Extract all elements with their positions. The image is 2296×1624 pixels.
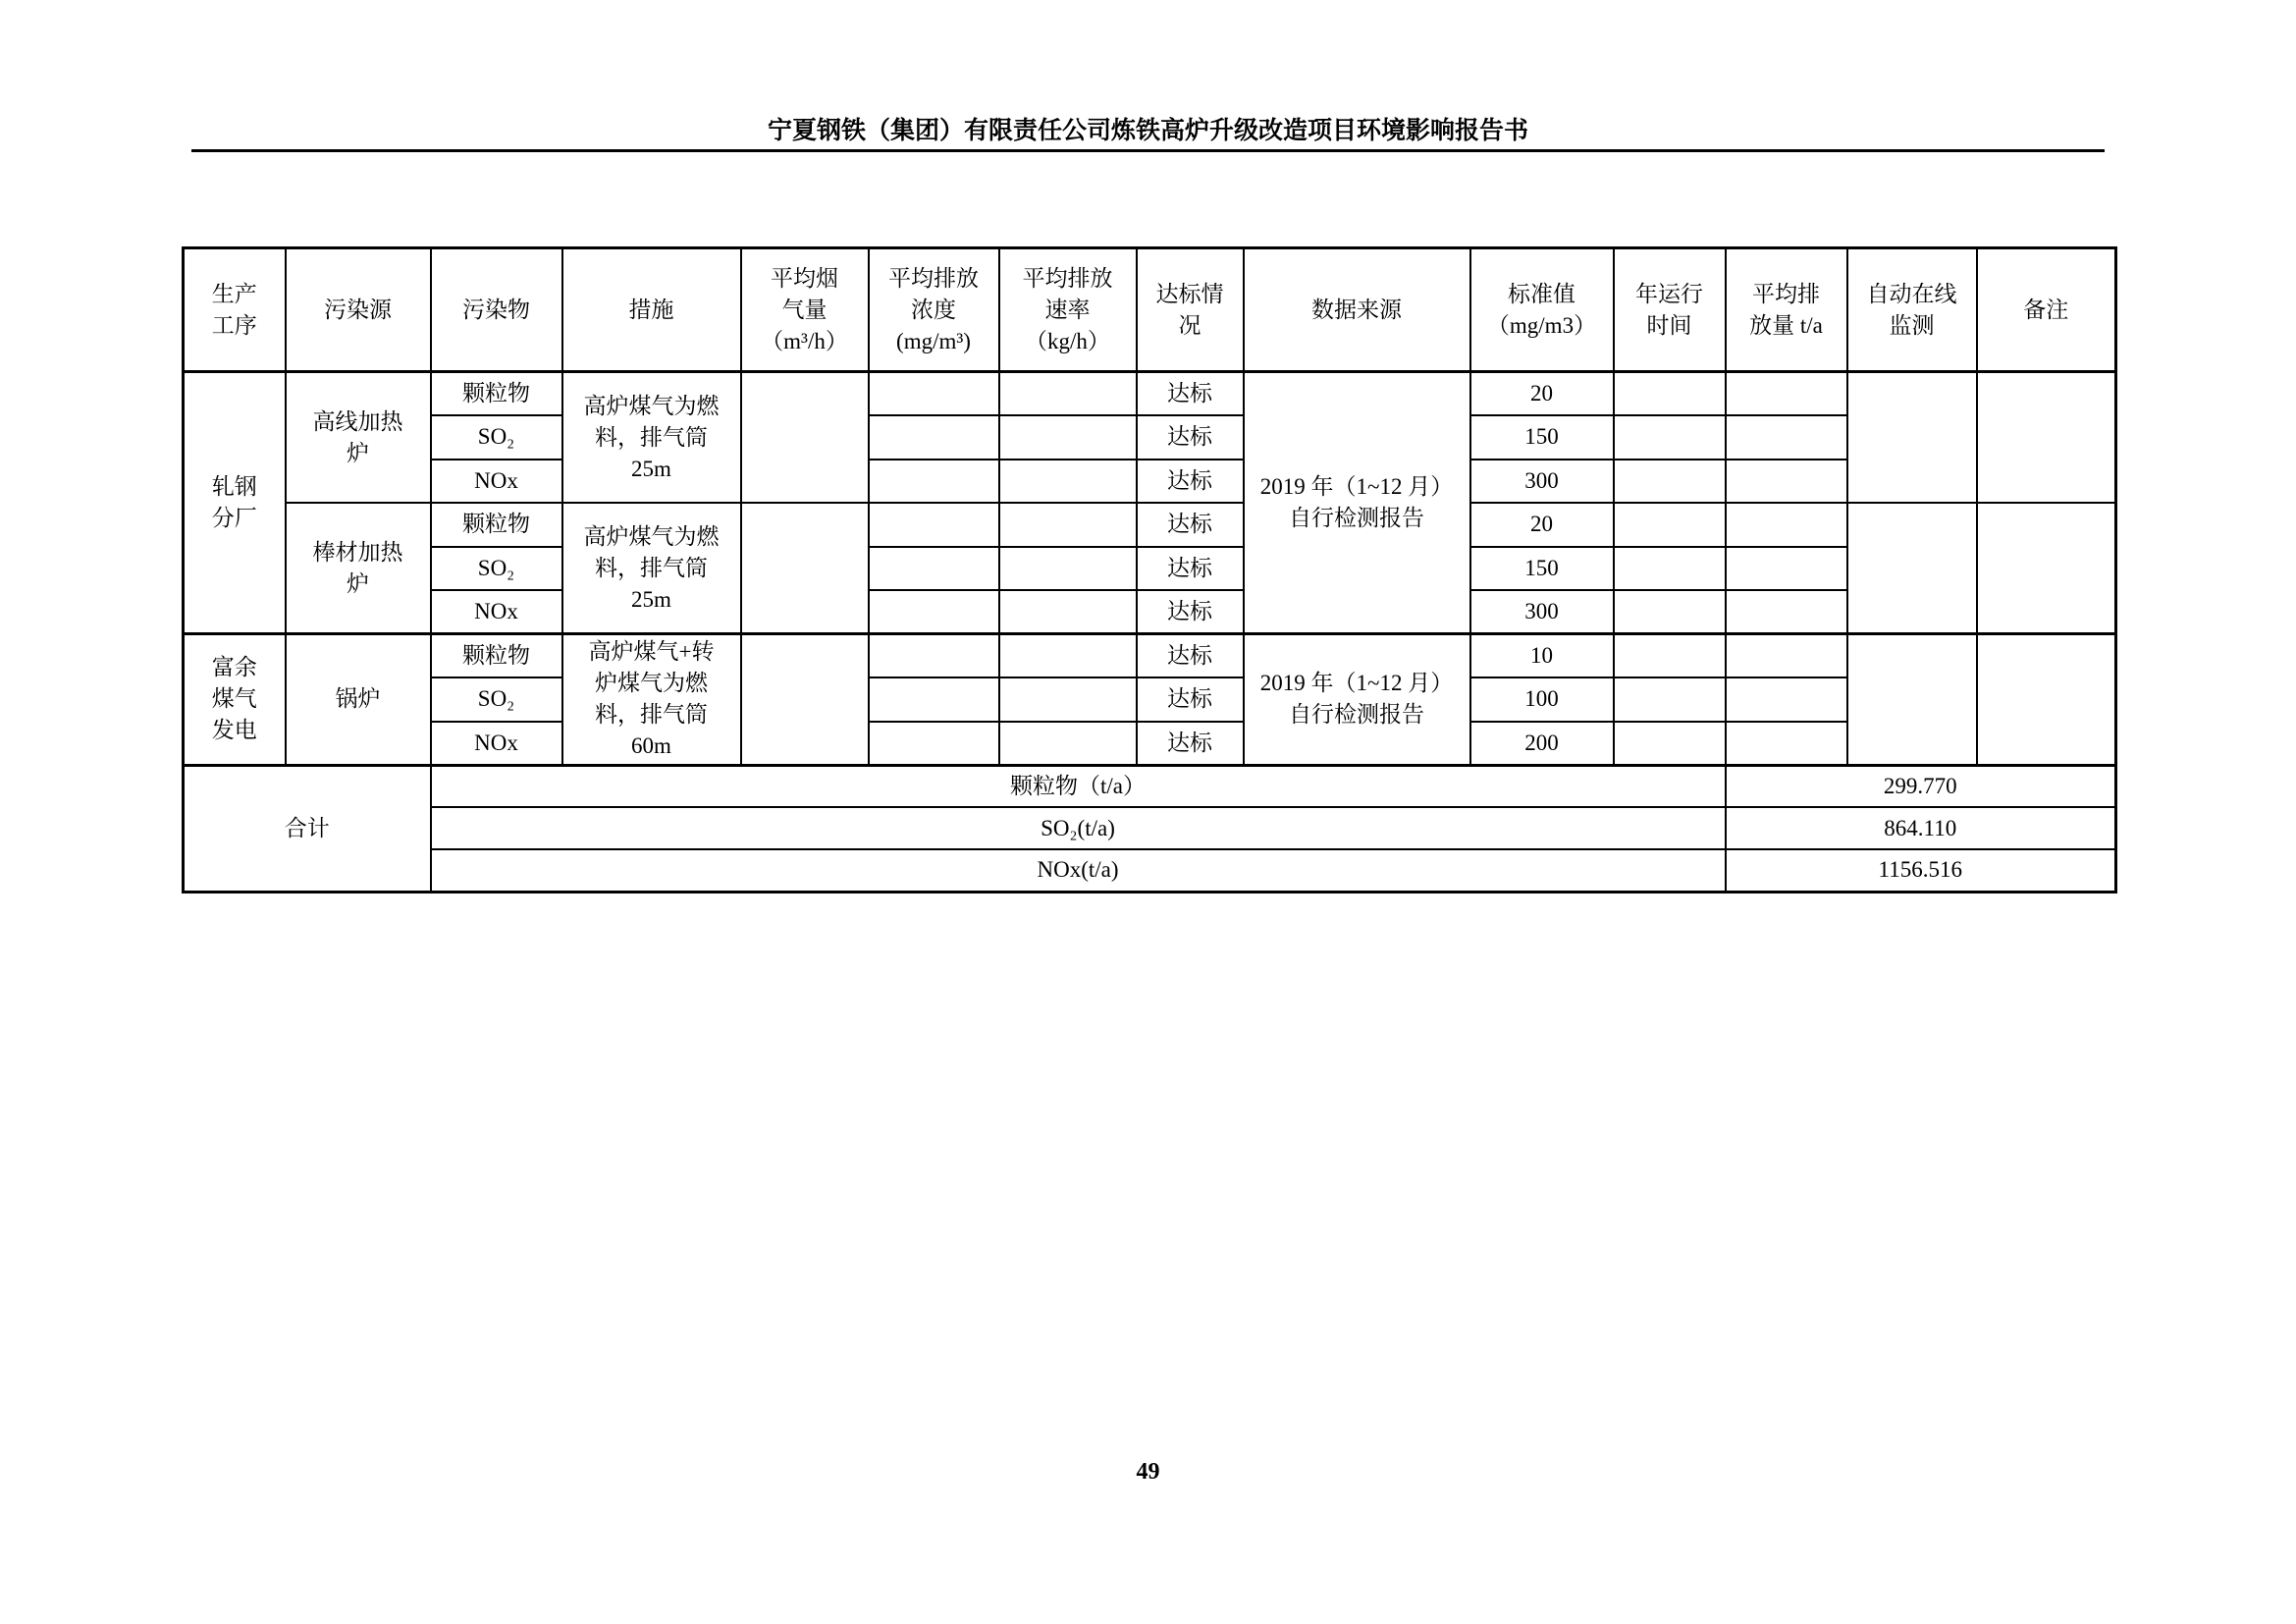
measures-cell: 高炉煤气为燃 料，排气筒 25m <box>562 503 741 634</box>
standard-value-cell: 200 <box>1470 722 1614 766</box>
column-header-standard-value: 标准值 （mg/m3） <box>1470 248 1614 372</box>
annual-operating-time-cell <box>1614 590 1726 634</box>
total-value-cell: 864.110 <box>1726 807 2116 849</box>
column-header-process: 生产 工序 <box>184 248 286 372</box>
total-value-cell: 299.770 <box>1726 765 2116 807</box>
total-row <box>184 849 2116 892</box>
annual-operating-time-cell <box>1614 415 1726 460</box>
pollutant-cell: 颗粒物 <box>431 503 562 547</box>
table-row <box>184 677 2116 722</box>
online-monitoring-cell <box>1847 372 1977 504</box>
process-cell: 轧钢 分厂 <box>184 372 286 634</box>
table-row <box>184 372 2116 416</box>
emission-rate-cell <box>999 372 1137 416</box>
emission-rate-cell <box>999 722 1137 766</box>
header-rule <box>191 149 2105 152</box>
table-row <box>184 547 2116 591</box>
emission-rate-cell <box>999 415 1137 460</box>
column-header-annual-emission: 平均排 放量 t/a <box>1726 248 1847 372</box>
column-header-concentration: 平均排放 浓度 (mg/m³) <box>869 248 999 372</box>
emission-rate-cell <box>999 503 1137 547</box>
compliance-cell: 达标 <box>1137 677 1244 722</box>
annual-emission-cell <box>1726 460 1847 504</box>
data-source-cell: 2019 年（1~12 月） 自行检测报告 <box>1244 634 1470 766</box>
remarks-cell <box>1977 503 2116 634</box>
pollution-source-cell: 棒材加热 炉 <box>286 503 431 634</box>
annual-emission-cell <box>1726 677 1847 722</box>
pollutant-cell: SO₂ <box>431 415 562 460</box>
annual-emission-cell <box>1726 415 1847 460</box>
pollutant-cell: 颗粒物 <box>431 372 562 416</box>
annual-emission-cell <box>1726 547 1847 591</box>
concentration-cell <box>869 722 999 766</box>
column-header-measures: 措施 <box>562 248 741 372</box>
total-item-cell: NOx(t/a) <box>431 849 1726 892</box>
total-value-cell: 1156.516 <box>1726 849 2116 892</box>
total-label-cell: 合计 <box>184 765 431 892</box>
annual-operating-time-cell <box>1614 677 1726 722</box>
emission-rate-cell <box>999 677 1137 722</box>
annual-emission-cell <box>1726 503 1847 547</box>
column-header-online-monitoring: 自动在线 监测 <box>1847 248 1977 372</box>
standard-value-cell: 300 <box>1470 460 1614 504</box>
standard-value-cell: 100 <box>1470 677 1614 722</box>
compliance-cell: 达标 <box>1137 634 1244 678</box>
concentration-cell <box>869 590 999 634</box>
column-header-compliance: 达标情 况 <box>1137 248 1244 372</box>
annual-operating-time-cell <box>1614 372 1726 416</box>
concentration-cell <box>869 677 999 722</box>
table-header-row <box>184 248 2116 372</box>
annual-operating-time-cell <box>1614 460 1726 504</box>
concentration-cell <box>869 547 999 591</box>
annual-emission-cell <box>1726 590 1847 634</box>
concentration-cell <box>869 372 999 416</box>
compliance-cell: 达标 <box>1137 372 1244 416</box>
data-source-cell: 2019 年（1~12 月） 自行检测报告 <box>1244 372 1470 634</box>
pollutant-cell: NOx <box>431 722 562 766</box>
column-header-flue-gas-volume: 平均烟 气量 （m³/h） <box>741 248 869 372</box>
total-item-cell: SO₂(t/a) <box>431 807 1726 849</box>
standard-value-cell: 150 <box>1470 547 1614 591</box>
total-row <box>184 765 2116 807</box>
standard-value-cell: 20 <box>1470 372 1614 416</box>
measures-cell: 高炉煤气+转 炉煤气为燃 料，排气筒 60m <box>562 634 741 766</box>
annual-emission-cell <box>1726 722 1847 766</box>
annual-emission-cell <box>1726 372 1847 416</box>
total-item-cell: 颗粒物（t/a） <box>431 765 1726 807</box>
pollution-source-cell: 高线加热 炉 <box>286 372 431 504</box>
column-header-data-source: 数据来源 <box>1244 248 1470 372</box>
pollution-source-cell: 锅炉 <box>286 634 431 766</box>
process-cell: 富余 煤气 发电 <box>184 634 286 766</box>
compliance-cell: 达标 <box>1137 547 1244 591</box>
flue-gas-volume-cell <box>741 372 869 504</box>
column-header-remarks: 备注 <box>1977 248 2116 372</box>
column-header-pollutant: 污染物 <box>431 248 562 372</box>
table-row <box>184 634 2116 678</box>
annual-operating-time-cell <box>1614 634 1726 678</box>
compliance-cell: 达标 <box>1137 722 1244 766</box>
standard-value-cell: 10 <box>1470 634 1614 678</box>
concentration-cell <box>869 460 999 504</box>
emission-rate-cell <box>999 460 1137 504</box>
annual-operating-time-cell <box>1614 722 1726 766</box>
annual-operating-time-cell <box>1614 503 1726 547</box>
pollutant-cell: 颗粒物 <box>431 634 562 678</box>
compliance-cell: 达标 <box>1137 503 1244 547</box>
emissions-table <box>182 246 2117 893</box>
table-row <box>184 722 2116 766</box>
column-header-emission-rate: 平均排放 速率 （kg/h） <box>999 248 1137 372</box>
annual-emission-cell <box>1726 634 1847 678</box>
page-number: 49 <box>1136 1459 1160 1485</box>
emission-rate-cell <box>999 634 1137 678</box>
compliance-cell: 达标 <box>1137 460 1244 504</box>
pollutant-cell: NOx <box>431 460 562 504</box>
table-row <box>184 460 2116 504</box>
annual-operating-time-cell <box>1614 547 1726 591</box>
pollutant-cell: SO₂ <box>431 547 562 591</box>
table-row <box>184 415 2116 460</box>
pollutant-cell: NOx <box>431 590 562 634</box>
running-header: 宁夏钢铁（集团）有限责任公司炼铁高炉升级改造项目环境影响报告书 <box>767 118 1528 144</box>
online-monitoring-cell <box>1847 634 1977 766</box>
measures-cell: 高炉煤气为燃 料，排气筒 25m <box>562 372 741 504</box>
standard-value-cell: 150 <box>1470 415 1614 460</box>
compliance-cell: 达标 <box>1137 415 1244 460</box>
compliance-cell: 达标 <box>1137 590 1244 634</box>
remarks-cell <box>1977 634 2116 766</box>
emission-rate-cell <box>999 590 1137 634</box>
standard-value-cell: 300 <box>1470 590 1614 634</box>
emission-rate-cell <box>999 547 1137 591</box>
total-row <box>184 807 2116 849</box>
online-monitoring-cell <box>1847 503 1977 634</box>
column-header-annual-operating-time: 年运行 时间 <box>1614 248 1726 372</box>
flue-gas-volume-cell <box>741 503 869 634</box>
column-header-pollution-source: 污染源 <box>286 248 431 372</box>
concentration-cell <box>869 415 999 460</box>
table-row <box>184 590 2116 634</box>
concentration-cell <box>869 503 999 547</box>
remarks-cell <box>1977 372 2116 504</box>
pollutant-cell: SO₂ <box>431 677 562 722</box>
concentration-cell <box>869 634 999 678</box>
table-row <box>184 503 2116 547</box>
standard-value-cell: 20 <box>1470 503 1614 547</box>
flue-gas-volume-cell <box>741 634 869 766</box>
